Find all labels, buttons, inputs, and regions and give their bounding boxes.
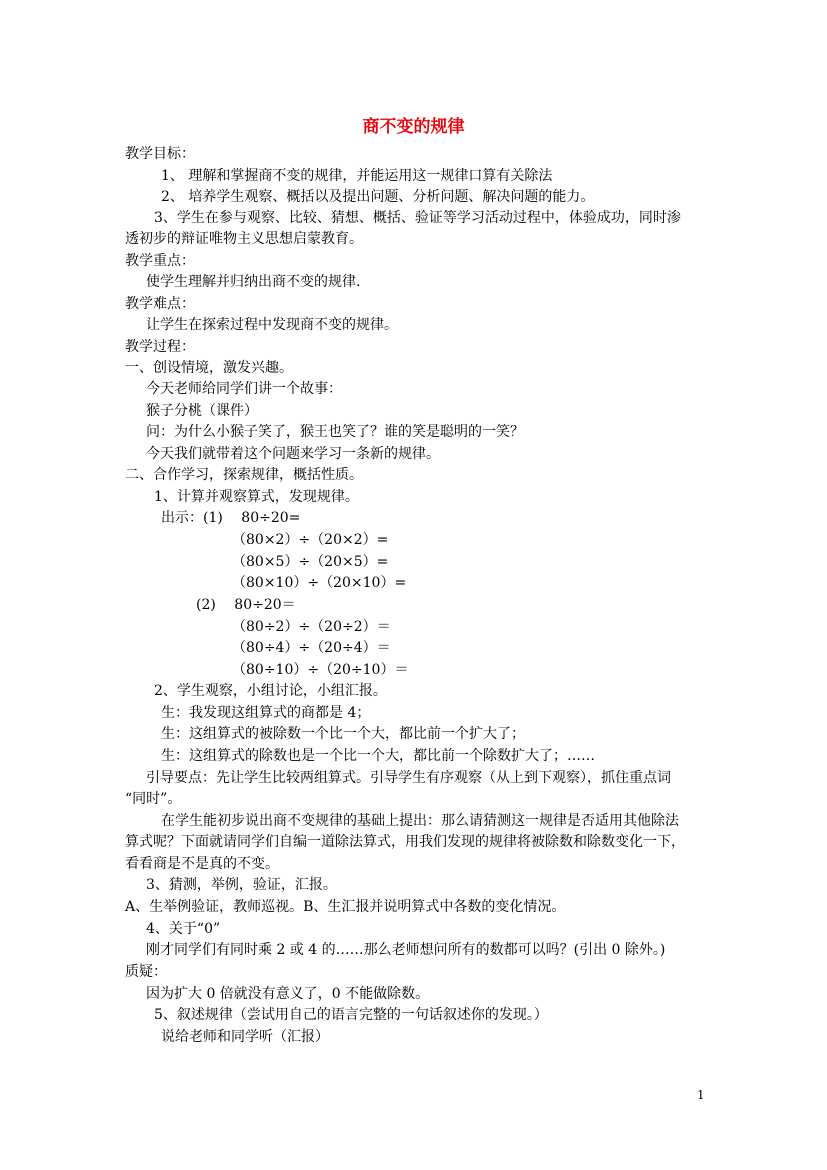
text-line: 因为扩大 0 倍就没有意义了，0 不能做除数。 xyxy=(146,986,430,1002)
text-line: 看看商是不是真的不变。 xyxy=(125,856,279,872)
text-line: （80×2）÷（20×2）= xyxy=(232,532,389,548)
text-line: (2) 80÷20＝ xyxy=(196,597,296,613)
text-line: 2、学生观察，小组讨论，小组汇报。 xyxy=(154,683,387,699)
text-line: 4、关于“0” xyxy=(146,921,221,937)
text-line: 3、猜测，举例，验证，汇报。 xyxy=(146,877,337,893)
text-line: A、生举例验证，教师巡视。B、生汇报并说明算式中各数的变化情况。 xyxy=(125,899,566,915)
text-line: 教学难点： xyxy=(125,296,195,312)
text-line: 今天老师给同学们讲一个故事： xyxy=(146,381,342,397)
text-line: 3、学生在参与观察、比较、猜想、概括、验证等学习活动过程中，体验成功，同时渗 xyxy=(154,210,681,226)
text-line: 1、 理解和掌握商不变的规律，并能运用这一规律口算有关除法 xyxy=(161,168,553,184)
text-line: 一、创设情境，激发兴趣。 xyxy=(125,360,293,376)
text-line: （80÷4）÷（20÷4）＝ xyxy=(232,640,391,656)
document-title: 商不变的规律 xyxy=(362,117,465,137)
text-line: 透初步的辩证唯物主义思想启蒙教育。 xyxy=(125,231,363,247)
text-line: 今天我们就带着这个问题来学习一条新的规律。 xyxy=(146,446,440,462)
text-line: 刚才同学们有同时乘 2 或 4 的……那么老师想问所有的数都可以吗？(引出 0 除外。) xyxy=(146,942,666,958)
text-line: 生：这组算式的被除数一个比一个大，都比前一个扩大了； xyxy=(161,726,525,742)
text-line: （80÷10）÷（20÷10）＝ xyxy=(232,662,409,678)
text-line: 教学重点： xyxy=(125,253,195,269)
text-line: 猴子分桃（课件） xyxy=(146,403,258,419)
text-line: （80×10）÷（20×10）= xyxy=(232,575,407,591)
text-line: 2、 培养学生观察、概括以及提出问题、分析问题、解决问题的能力。 xyxy=(161,189,595,205)
text-line: “同时”。 xyxy=(125,791,182,807)
text-line: 说给老师和同学听（汇报） xyxy=(161,1029,329,1045)
text-line: 质疑： xyxy=(125,964,167,980)
text-line: 生：我发现这组算式的商都是 4； xyxy=(161,705,371,721)
text-line: 使学生理解并归纳出商不变的规律. xyxy=(146,274,361,290)
page-number: 1 xyxy=(697,1088,705,1102)
text-line: 算式呢？下面就请同学们自编一道除法算式，用我们发现的规律将被除数和除数变化一下， xyxy=(125,834,685,850)
text-line: 教学目标： xyxy=(125,146,195,162)
text-line: 5、叙述规律（尝试用自己的语言完整的一句话叙述你的发现。） xyxy=(154,1007,548,1023)
text-line: 出示：(1) 80÷20= xyxy=(161,510,301,526)
text-line: 生：这组算式的除数也是一个比一个大，都比前一个除数扩大了；…… xyxy=(161,748,595,764)
text-line: 教学过程： xyxy=(125,339,195,355)
text-line: 引导要点：先让学生比较两组算式。引导学生有序观察（从上到下观察），抓住重点词 xyxy=(146,770,671,786)
text-line: 问：为什么小猴子笑了，猴王也笑了？谁的笑是聪明的一笑？ xyxy=(146,424,524,440)
text-line: （80÷2）÷（20÷2）＝ xyxy=(232,619,391,635)
text-line: 让学生在探索过程中发现商不变的规律。 xyxy=(146,317,398,333)
text-line: 在学生能初步说出商不变规律的基础上提出：那么请猜测这一规律是否适用其他除法 xyxy=(161,813,679,829)
text-line: 1、计算并观察算式，发现规律。 xyxy=(154,489,359,505)
text-line: （80×5）÷（20×5）= xyxy=(232,554,389,570)
text-line: 二、合作学习，探索规律，概括性质。 xyxy=(125,467,363,483)
